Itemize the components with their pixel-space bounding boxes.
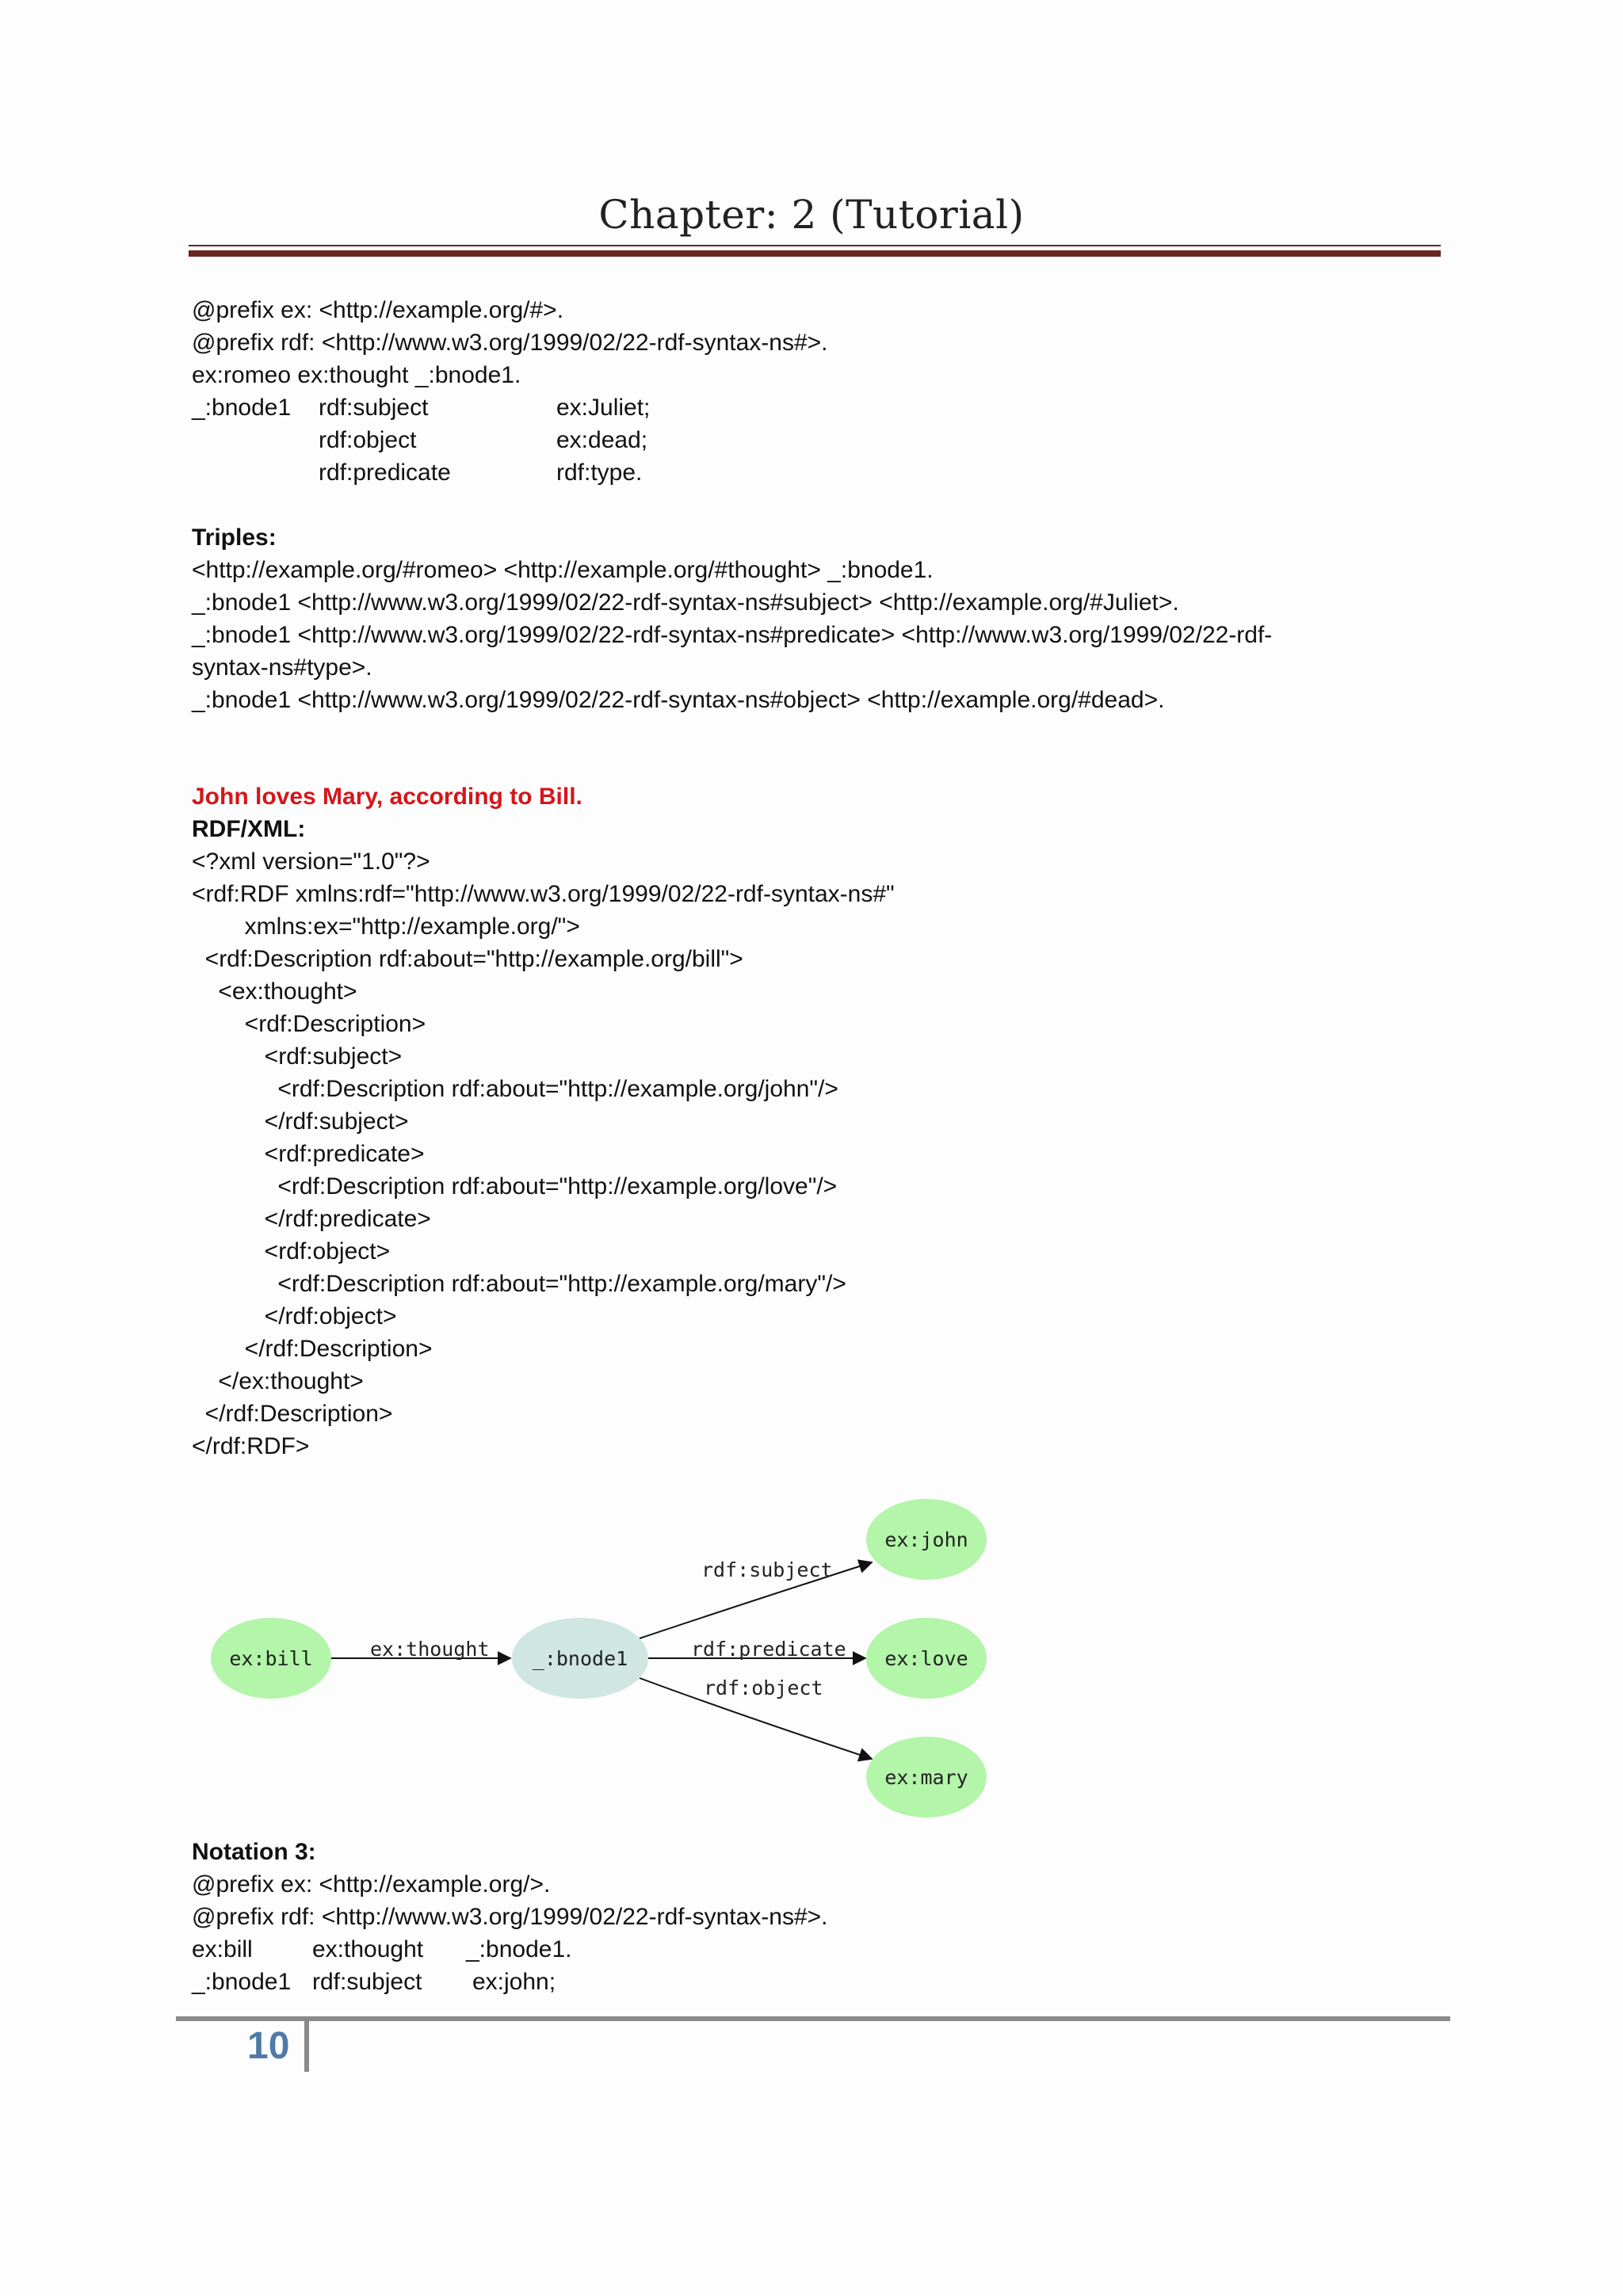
svg-text:ex:love: ex:love (884, 1647, 968, 1670)
turtle-line: @prefix rdf: <http://www.w3.org/1999/02/22-rdf-syntax-ns#>. (192, 330, 828, 356)
xml-line: </rdf:subject> (192, 1108, 409, 1135)
turtle-cell: ex:Juliet; (556, 395, 651, 421)
turtle-cell: _:bnode1 (192, 395, 292, 421)
n3-cell: ex:bill (192, 1936, 253, 1962)
node-love (866, 1618, 987, 1699)
node-bnode1 (512, 1618, 648, 1699)
example-title: John loves Mary, according to Bill. (192, 784, 582, 810)
xml-line: </rdf:Description> (192, 1336, 433, 1362)
triple-line: _:bnode1 <http://www.w3.org/1999/02/22-rdf-syntax-ns#subject> <http://example.org/#Juliet>. (192, 589, 1179, 616)
triple-line: _:bnode1 <http://www.w3.org/1999/02/22-rdf-syntax-ns#predicate> <http://www.w3.org/1999/02/22-rdf- (192, 622, 1273, 648)
n3-cell: ex:john; (472, 1969, 556, 1995)
edge-label-predicate: rdf:predicate (691, 1638, 846, 1661)
n3-cell: ex:thought (312, 1936, 424, 1962)
xml-line: <?xml version="1.0"?> (192, 849, 430, 875)
svg-text:ex:john: ex:john (884, 1528, 968, 1551)
svg-text:ex:bill: ex:bill (229, 1647, 313, 1670)
n3-cell: rdf:subject (312, 1969, 422, 1995)
triples-heading: Triples: (192, 524, 277, 551)
turtle-line: @prefix ex: <http://example.org/#>. (192, 297, 564, 323)
notation3-heading: Notation 3: (192, 1839, 316, 1865)
footer-divider (304, 2021, 309, 2072)
edge-label-thought: ex:thought (370, 1638, 490, 1661)
n3-line: @prefix ex: <http://example.org/>. (192, 1871, 551, 1897)
xml-line: <rdf:Description rdf:about="http://example.org/bill"> (192, 946, 743, 972)
rdfxml-heading: RDF/XML: (192, 816, 306, 842)
xml-line: </rdf:RDF> (192, 1433, 310, 1459)
turtle-cell: rdf:type. (556, 460, 643, 486)
xml-line: </ex:thought> (192, 1368, 364, 1394)
xml-line: <rdf:predicate> (192, 1141, 425, 1167)
xml-line: <rdf:Description> (192, 1011, 426, 1037)
xml-line: xmlns:ex="http://example.org/"> (192, 913, 580, 940)
xml-line: <rdf:subject> (192, 1043, 403, 1070)
xml-line: <rdf:Description rdf:about="http://example.org/john"/> (192, 1076, 838, 1102)
xml-line: <rdf:Description rdf:about="http://example.org/love"/> (192, 1173, 838, 1199)
xml-line: </rdf:object> (192, 1303, 397, 1329)
node-bill (211, 1618, 331, 1699)
xml-line: </rdf:Description> (192, 1401, 393, 1427)
rdf-graph-diagram (190, 1489, 1030, 1838)
xml-line: <rdf:object> (192, 1238, 391, 1264)
node-john (866, 1499, 987, 1580)
triple-line: <http://example.org/#romeo> <http://example.org/#thought> _:bnode1. (192, 557, 934, 583)
xml-line: </rdf:predicate> (192, 1206, 431, 1232)
header-rule-thick (189, 250, 1441, 257)
svg-text:ex:mary: ex:mary (884, 1766, 968, 1789)
node-mary (866, 1737, 987, 1817)
footer-rule (176, 2016, 1450, 2021)
page-number: 10 (247, 2025, 290, 2067)
xml-line: <ex:thought> (192, 978, 357, 1005)
header-rule-thin (189, 245, 1441, 246)
turtle-line: ex:romeo ex:thought _:bnode1. (192, 362, 521, 388)
turtle-cell: ex:dead; (556, 427, 648, 453)
edge-label-object: rdf:object (704, 1676, 823, 1699)
n3-cell: _:bnode1 (192, 1969, 292, 1995)
n3-line: @prefix rdf: <http://www.w3.org/1999/02/22-rdf-syntax-ns#>. (192, 1904, 828, 1930)
turtle-cell: rdf:predicate (319, 460, 451, 486)
turtle-cell: rdf:object (319, 427, 417, 453)
chapter-title: Chapter: 2 (Tutorial) (598, 192, 1025, 238)
edge-label-subject: rdf:subject (701, 1558, 833, 1581)
triple-line: syntax-ns#type>. (192, 654, 372, 681)
turtle-cell: rdf:subject (319, 395, 429, 421)
triple-line: _:bnode1 <http://www.w3.org/1999/02/22-rdf-syntax-ns#object> <http://example.org/#dead>. (192, 687, 1165, 713)
xml-line: <rdf:Description rdf:about="http://example.org/mary"/> (192, 1271, 846, 1297)
xml-line: <rdf:RDF xmlns:rdf="http://www.w3.org/1999/02/22-rdf-syntax-ns#" (192, 881, 895, 907)
n3-cell: _:bnode1. (466, 1936, 572, 1962)
svg-text:_:bnode1: _:bnode1 (532, 1647, 628, 1670)
